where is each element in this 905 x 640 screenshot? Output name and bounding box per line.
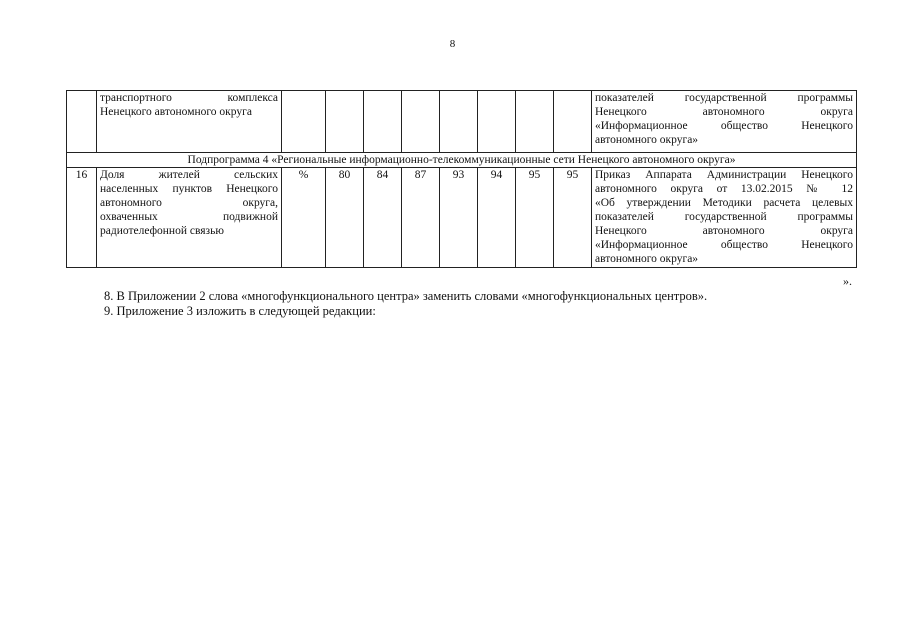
indicators-table — [66, 90, 857, 268]
source-line: «Информационное общество Ненецкого — [595, 120, 853, 132]
value-cell — [516, 91, 554, 153]
paragraph-9: 9. Приложение 3 изложить в следующей редакции: — [104, 304, 376, 318]
indicator-name-cell — [97, 91, 282, 153]
indicator-name-line: Ненецкого автономного округа — [100, 106, 252, 118]
value-cell: 95 — [516, 168, 554, 268]
indicator-name-line: транспортного комплекса — [100, 92, 278, 104]
source-line: автономного округа от 13.02.2015 № 12 — [595, 183, 853, 195]
indicator-name-line: Доля жителей сельских — [100, 169, 278, 181]
table-row-16 — [67, 168, 857, 268]
closing-quote: ». — [843, 274, 852, 288]
paragraph-8: 8. В Приложении 2 слова «многофункционального центра» заменить словами «многофункциональных центров». — [104, 289, 708, 303]
source-line: показателей государственной программы — [595, 92, 853, 104]
value-cell — [402, 91, 440, 153]
source-line: автономного округа» — [595, 134, 699, 146]
source-line: автономного округа» — [595, 253, 699, 265]
source-line: «Об утверждении Методики расчета целевых — [595, 197, 853, 209]
row-number-cell: 16 — [67, 168, 97, 268]
value-cell: 84 — [364, 168, 402, 268]
unit-cell: % — [282, 168, 326, 268]
subprogram-title: Подпрограмма 4 «Региональные информационно-телекоммуникационные сети Ненецкого автономного округа» — [67, 153, 857, 168]
table-row-continuation — [67, 91, 857, 153]
value-cell — [364, 91, 402, 153]
indicator-name-line: охваченных подвижной — [100, 211, 278, 223]
source-document-cell — [592, 91, 857, 153]
source-line: «Информационное общество Ненецкого — [595, 239, 853, 251]
value-cell — [478, 91, 516, 153]
value-cell — [282, 91, 326, 153]
table-row-subprogram — [67, 153, 857, 168]
value-cell: 87 — [402, 168, 440, 268]
source-line: Ненецкого автономного округа — [595, 106, 853, 118]
page-number: 8 — [449, 38, 456, 50]
indicator-name-line: автономного округа, — [100, 197, 278, 209]
value-cell: 94 — [478, 168, 516, 268]
value-cell: 80 — [326, 168, 364, 268]
source-line: Ненецкого автономного округа — [595, 225, 853, 237]
row-number-cell — [67, 91, 97, 153]
indicator-name-line: радиотелефонной связью — [100, 225, 224, 237]
source-line: Приказ Аппарата Администрации Ненецкого — [595, 169, 853, 181]
indicator-name-cell — [97, 168, 282, 268]
value-cell: 93 — [440, 168, 478, 268]
value-cell: 95 — [554, 168, 592, 268]
source-line: показателей государственной программы — [595, 211, 853, 223]
value-cell — [440, 91, 478, 153]
source-document-cell — [592, 168, 857, 268]
value-cell — [326, 91, 364, 153]
indicator-name-line: населенных пунктов Ненецкого — [100, 183, 278, 195]
value-cell — [554, 91, 592, 153]
